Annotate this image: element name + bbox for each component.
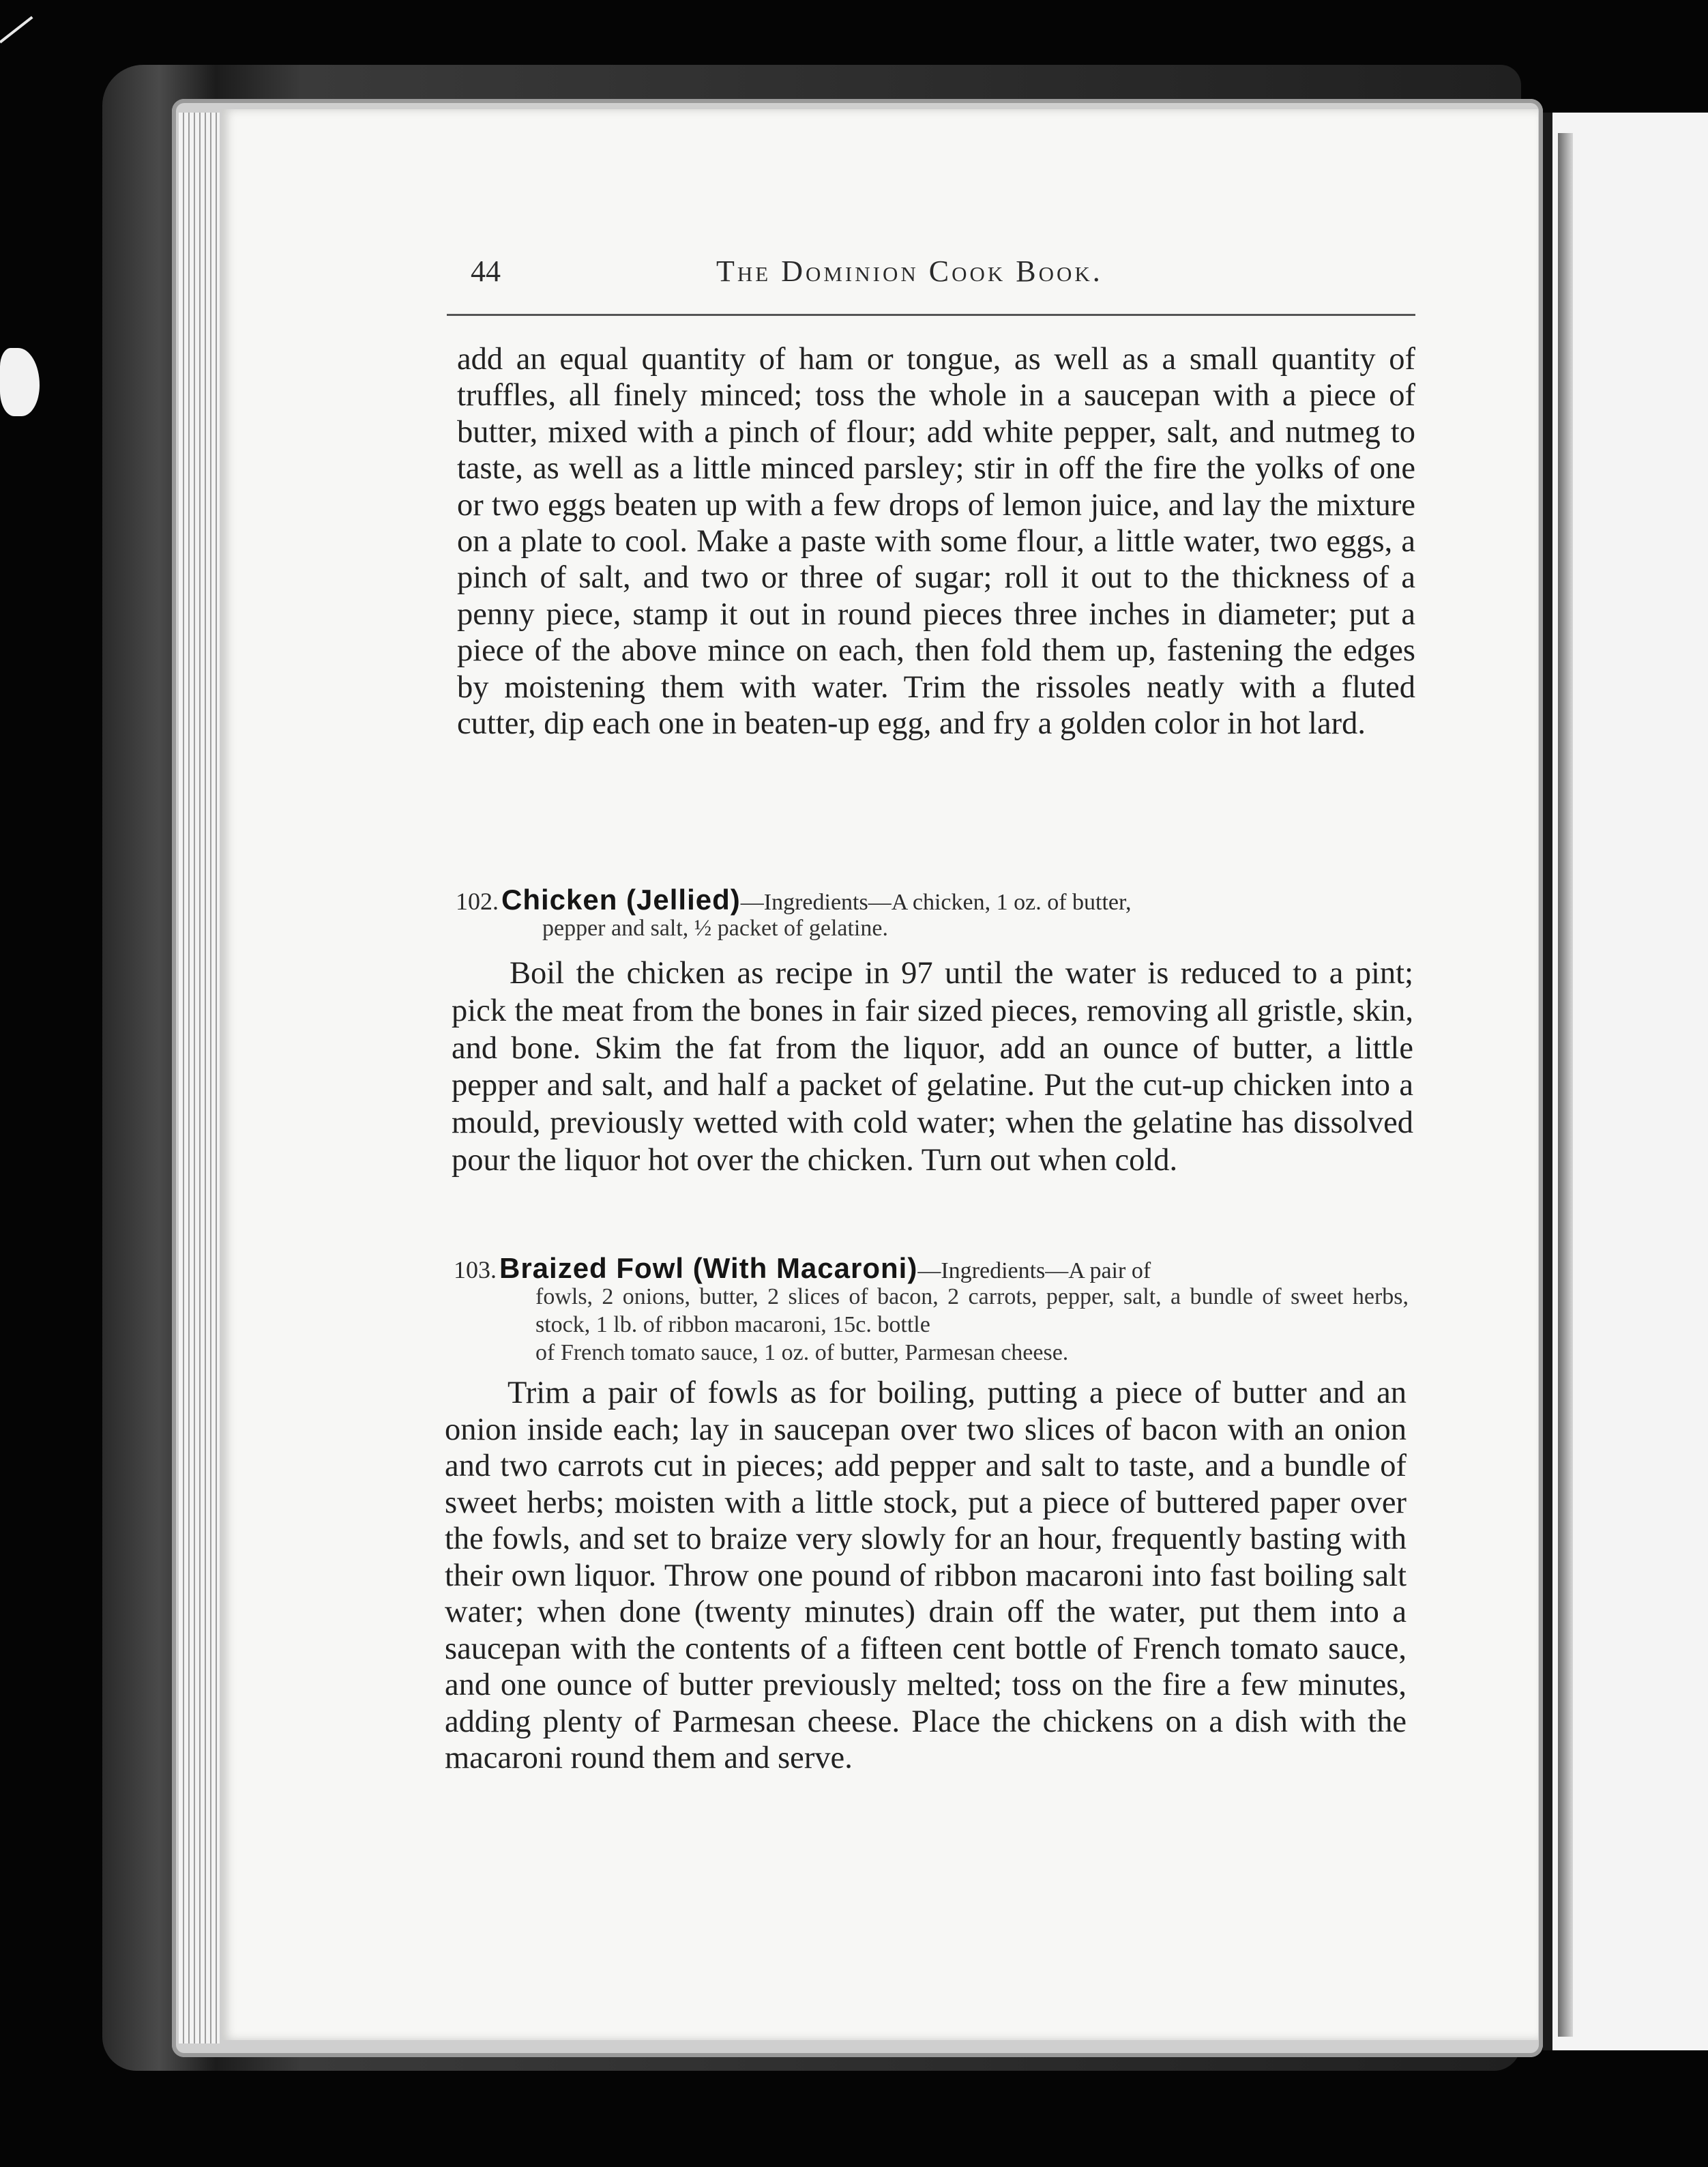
header-rule xyxy=(447,314,1415,316)
recipe-title: Chicken (Jellied) xyxy=(501,884,741,916)
book-title: The Dominion Cook Book. xyxy=(716,254,1103,288)
facing-page-edge xyxy=(1543,113,1708,2050)
recipe-number: 102. xyxy=(456,888,499,915)
recipe-ingredients: —Ingredients—A pair of xyxy=(917,1258,1151,1283)
recipe-heading xyxy=(454,1252,1409,1285)
recipe-ingredients-line: of French tomato sauce, 1 oz. of butter, Parmesan cheese. xyxy=(535,1340,1069,1365)
recipe-title: Braized Fowl (With Macaroni) xyxy=(499,1252,918,1284)
recipe-heading xyxy=(456,884,1417,916)
continued-paragraph: add an equal quantity of ham or tongue, as well as a small quantity of truffles, all finely minced; toss the whole in a saucepan with a piece of butter, mixed with a pinch of flour; add white pepper, salt, and nutmeg to taste, as well as a little minced parsley; stir in off the fire the yolks of one or two eggs beaten up with a few drops of lemon juice, and lay the mixture on a plate to cool. Make a paste with some flour, a little water, two eggs, a pinch of salt, and two or three of sugar; roll it out to the thickness of a penny piece, stamp it out in round pieces three inches in diameter; put a piece of the above mince on each, then fold them up, fastening the edges by moistening them with water. Trim the rissoles neatly with a fluted cutter, dip each one in beaten-up egg, and fry a golden color in hot lard. xyxy=(457,342,1415,742)
recipe-ingredients-continued xyxy=(535,1283,1409,1367)
page-number: 44 xyxy=(471,254,501,288)
recipe-body: Boil the chicken as recipe in 97 until the water is reduced to a pint; pick the meat from the bones in fair sized pieces, removing all gristle, skin, and bone. Skim the fat from the liquor, add an ounce of butter, a little pepper and salt, and half a packet of gelatine. Put the cut-up chicken into a mould, previously wetted with cold water; when the gelatine has dissolved pour the liquor hot over the chicken. Turn out when cold. xyxy=(452,956,1413,1178)
recipe-ingredients: —Ingredients—A chicken, 1 oz. of butter, xyxy=(740,890,1132,915)
recipe-ingredients-continued: pepper and salt, ½ packet of gelatine. xyxy=(542,916,888,941)
recipe-body: Trim a pair of fowls as for boiling, putting a piece of butter and an onion inside each; lay in saucepan over two slices of bacon with an onion and two carrots cut in pieces; add pepper and salt to taste, and a bundle of sweet herbs; moisten with a little stock, put a piece of buttered paper over the fowls, and set to braize very slowly for an hour, frequently basting with their own liquor. Throw one pound of ribbon macaroni into fast boiling salt water; when done (twenty minutes) drain off the water, put them into a saucepan with the contents of a fifteen cent bottle of French tomato sauce, and one ounce of butter previously melted; toss on the fire a few minutes, adding plenty of Parmesan cheese. Place the chickens on a dish with the macaroni round them and serve. xyxy=(445,1376,1407,1775)
scan-artifact-line xyxy=(0,16,33,43)
recipe-number: 103. xyxy=(454,1256,497,1283)
scan-artifact-blot xyxy=(0,348,40,416)
recipe-ingredients-line: fowls, 2 onions, butter, 2 slices of bacon, 2 carrots, pepper, salt, a bundle of sweet herbs, stock, 1 lb. of ribbon macaroni, 15c. bottle xyxy=(535,1284,1409,1337)
